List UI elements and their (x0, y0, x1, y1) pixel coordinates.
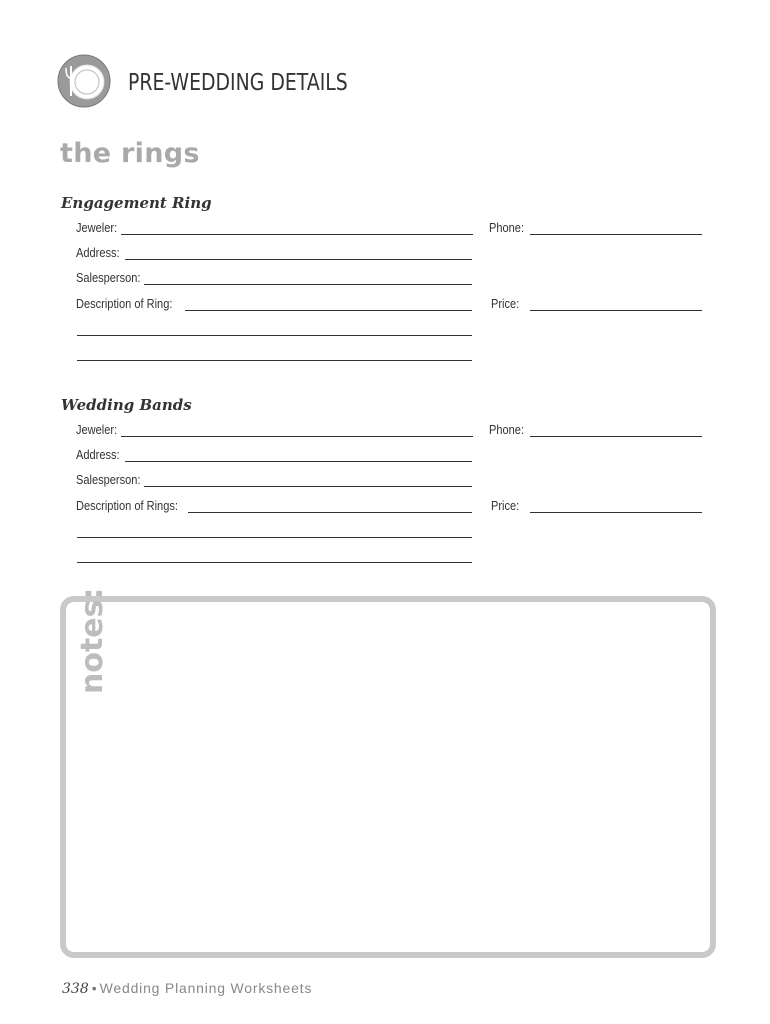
engagement-phone-field[interactable] (530, 234, 702, 235)
wedding-bands-heading: Wedding Bands (61, 396, 192, 414)
bands-salesperson-field[interactable] (144, 486, 472, 487)
bands-description-line-2[interactable] (77, 537, 472, 538)
bands-jeweler-label: Jeweler: (76, 422, 118, 437)
engagement-description-label: Description of Ring: (76, 296, 173, 311)
bands-phone-field[interactable] (530, 436, 702, 437)
section-title: the rings (60, 138, 200, 169)
engagement-jeweler-label: Jeweler: (76, 220, 118, 235)
rings-plate-icon (57, 54, 111, 108)
bands-description-line-3[interactable] (77, 562, 472, 563)
bands-price-field[interactable] (530, 512, 702, 513)
book-title: Wedding Planning Worksheets (99, 980, 313, 996)
bands-address-label: Address: (76, 447, 120, 462)
engagement-salesperson-label: Salesperson: (76, 270, 141, 285)
notes-title: notes: (75, 587, 110, 694)
page-number: 338 (62, 981, 89, 997)
engagement-description-line-2[interactable] (77, 335, 472, 336)
engagement-address-label: Address: (76, 245, 120, 260)
bands-description-label: Description of Rings: (76, 498, 178, 513)
bands-salesperson-label: Salesperson: (76, 472, 141, 487)
engagement-salesperson-field[interactable] (144, 284, 472, 285)
bands-address-field[interactable] (125, 461, 472, 462)
engagement-ring-heading: Engagement Ring (61, 194, 212, 212)
engagement-description-field[interactable] (185, 310, 472, 311)
bands-description-field[interactable] (188, 512, 472, 513)
bands-phone-label: Phone: (489, 422, 525, 437)
engagement-phone-label: Phone: (489, 220, 525, 235)
bands-price-label: Price: (491, 498, 520, 513)
bands-jeweler-field[interactable] (121, 436, 473, 437)
notes-box[interactable] (60, 596, 716, 958)
footer-bullet: • (91, 980, 97, 996)
engagement-address-field[interactable] (125, 259, 472, 260)
engagement-description-line-3[interactable] (77, 360, 472, 361)
page-header-title: PRE-WEDDING DETAILS (128, 70, 348, 96)
page-footer (62, 980, 312, 997)
engagement-jeweler-field[interactable] (121, 234, 473, 235)
engagement-price-label: Price: (491, 296, 520, 311)
engagement-price-field[interactable] (530, 310, 702, 311)
